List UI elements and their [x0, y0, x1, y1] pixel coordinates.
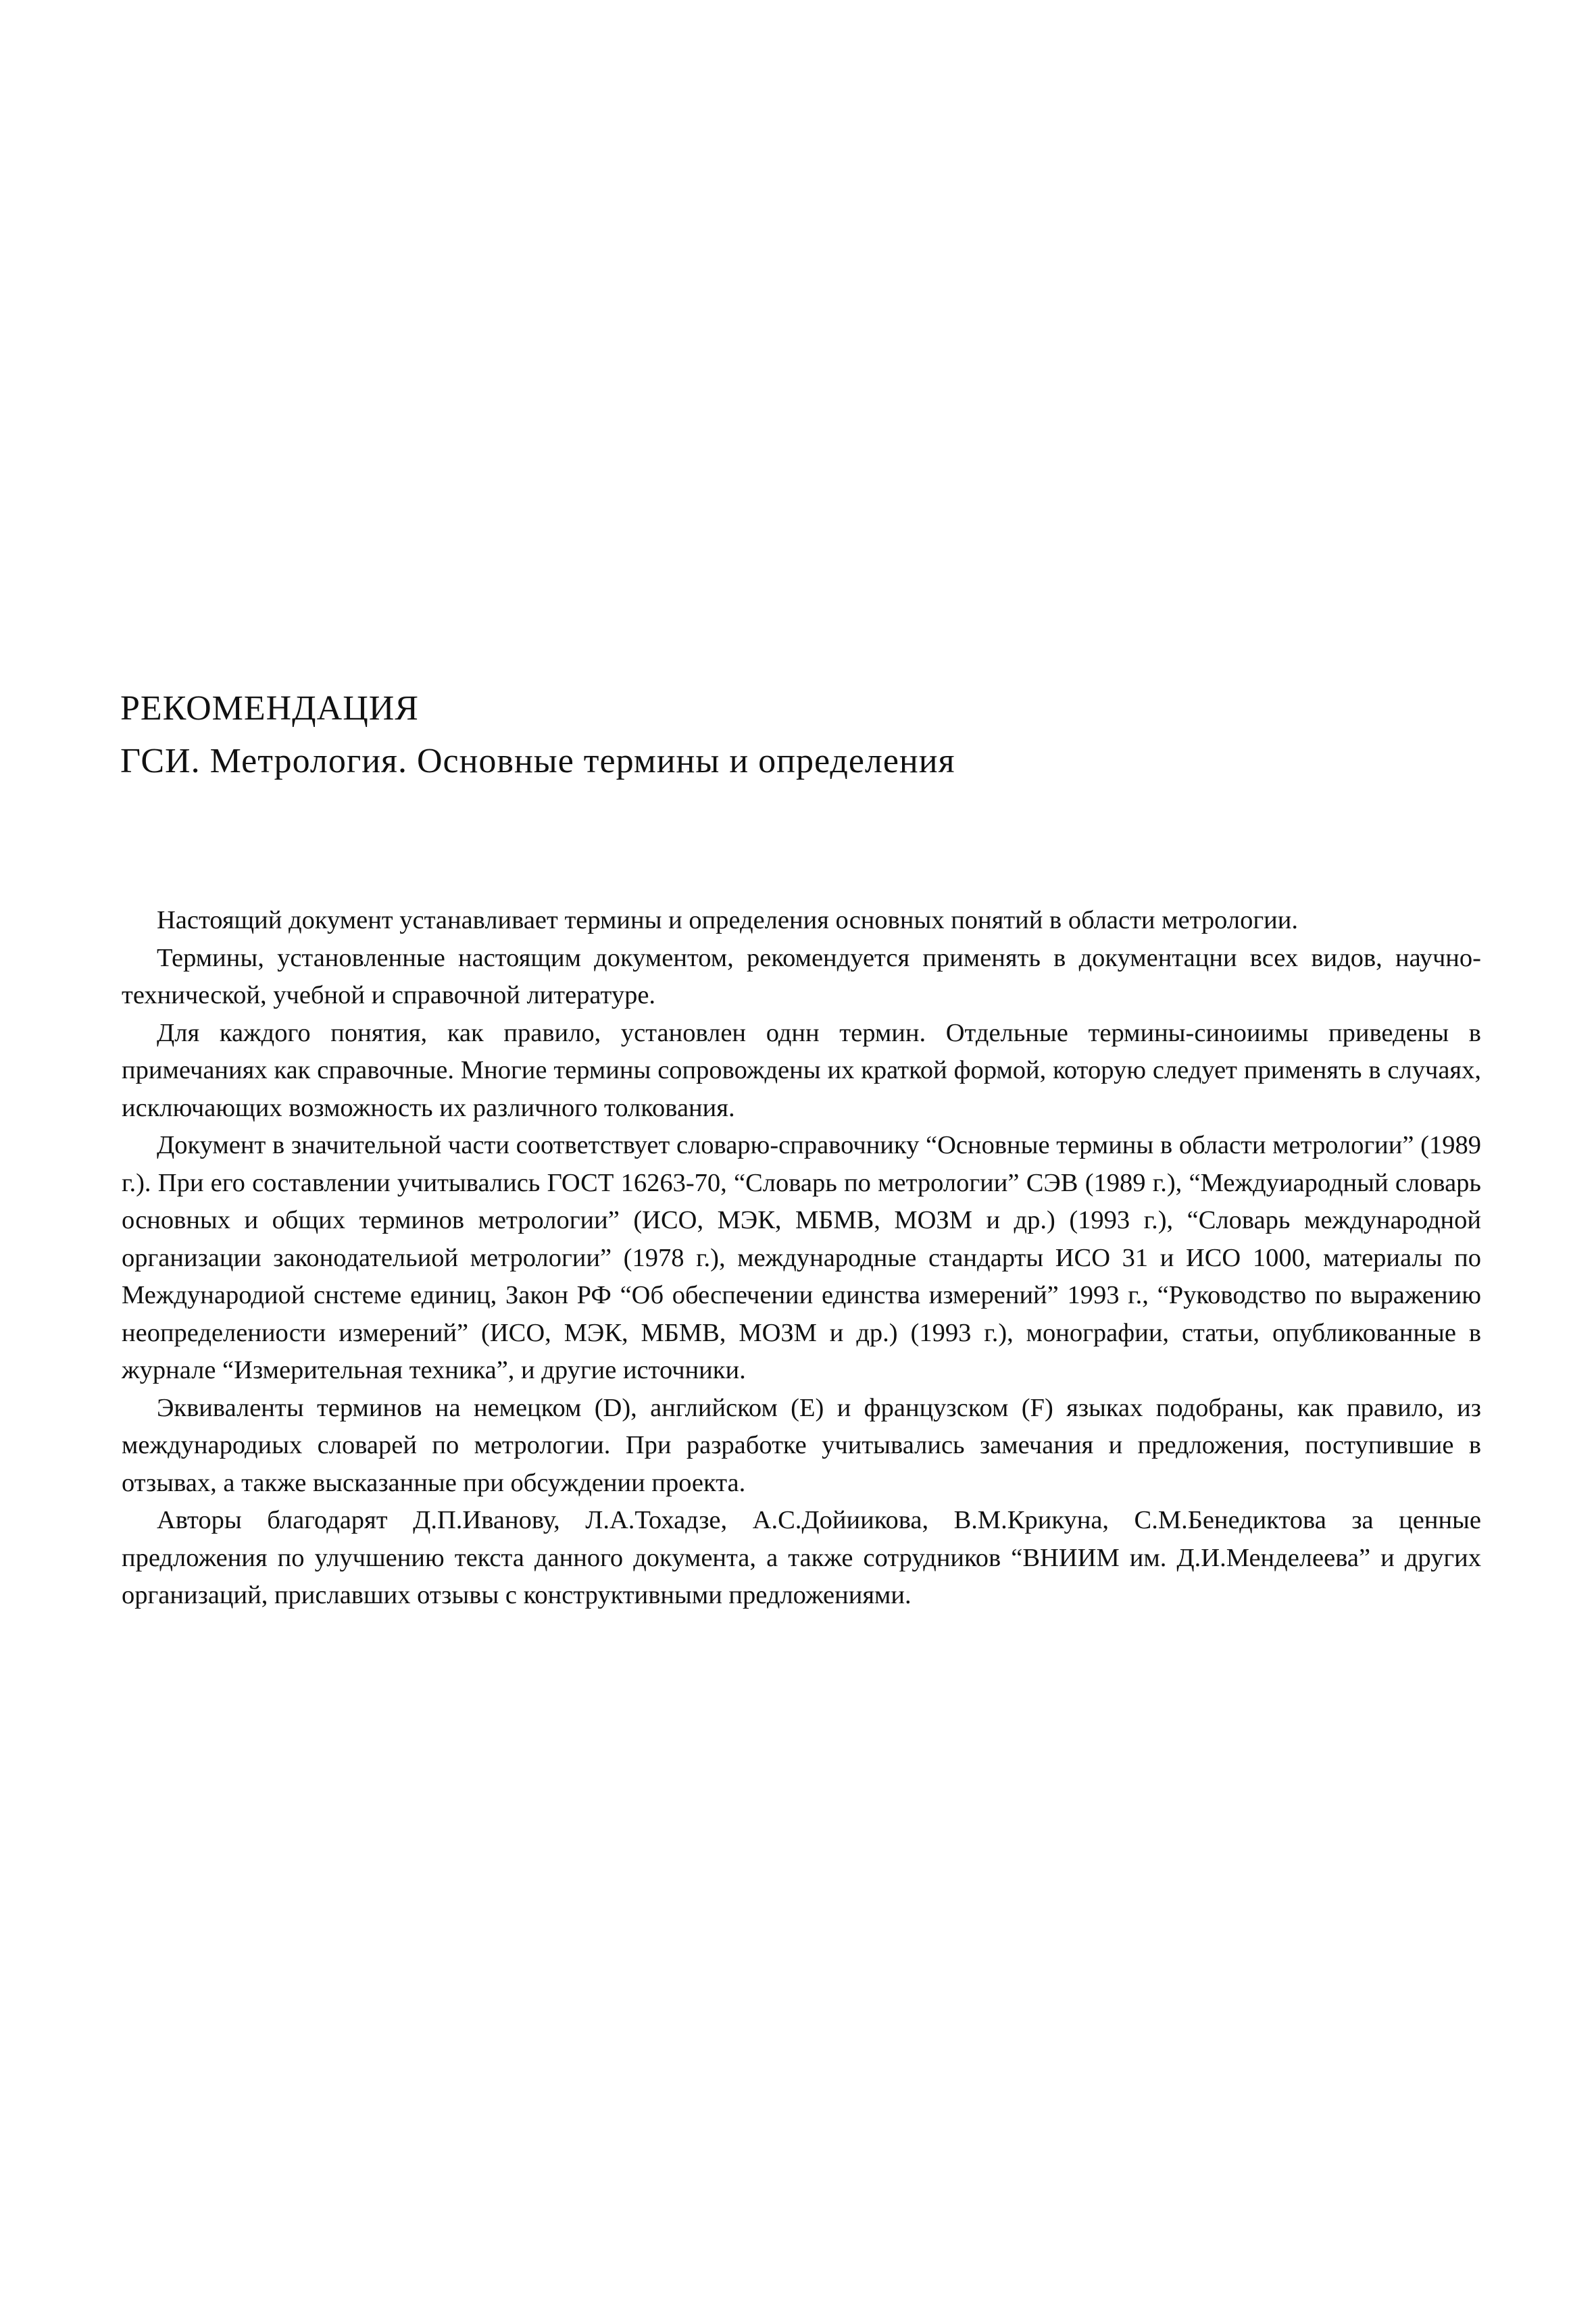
document-body: [122, 902, 1481, 1615]
paragraph-sources: Документ в значительной части соответствует словарю-справочнику “Основные термины в области метрологии” (1989 г.). При его составлении учитывались ГОСТ 16263-70, “Словарь по метрологии” СЭВ (1989 г.), “Междуиародный словарь основных и общих терминов метрологии” (ИСО, МЭК, МБМВ, МОЗМ и др.) (1993 г.), “Словарь международной организации законодательиой метрологии” (1978 г.), международные стандарты ИСО 31 и ИСО 1000, материалы по Международиой снстеме единиц, Закон РФ “Об обеспечении единства измерений” 1993 г., “Руководство по выражению неопределениости измерений” (ИСО, МЭК, МБМВ, МОЗМ и др.) (1993 г.), монографии, статьи, опубликованные в журнале “Измерительная техника”, и другие источники.: [122, 1131, 1481, 1384]
paragraph-acknowledgements: Авторы благодарят Д.П.Иванову, Л.А.Тохадзе, А.С.Дойиикова, В.М.Крикуна, С.М.Бенедиктова за ценные предложения по улучшению текста данного документа, а также сотрудников “ВНИИМ им. Д.И.Менделеева” и других организаций, приславших отзывы с конструктивными предложениями.: [122, 1506, 1481, 1609]
document-title: РЕКОМЕНДАЦИЯ: [120, 689, 419, 728]
paragraph-equivalents: Эквиваленты терминов на немецком (D), английском (E) и французском (F) языках подобраны, как правило, из международиых словарей по метрологии. При разработке учитывались замечания и предложения, поступившие в отзывах, а также высказанные при обсуждении проекта.: [122, 1393, 1481, 1497]
document-heading: [120, 682, 1472, 788]
paragraph-application: Термины, установленные настоящим документом, рекомендуется применять в документацни всех видов, научно-технической, учебной и справочной литературе.: [122, 943, 1481, 1009]
document-subtitle: ГСИ. Метрология. Основные термины и определения: [120, 742, 955, 780]
paragraph-terms: Для каждого понятия, как правило, установлен однн термин. Отдельные термины-синоиимы приведены в примечаниях как справочные. Многие термины сопровождены их краткой формой, которую следует применять в случаях, исключающих возможность их различного толкования.: [122, 1018, 1481, 1122]
paragraph-scope: Настоящий документ устанавливает термины и определения основных понятий в области метрологии.: [157, 906, 1298, 934]
